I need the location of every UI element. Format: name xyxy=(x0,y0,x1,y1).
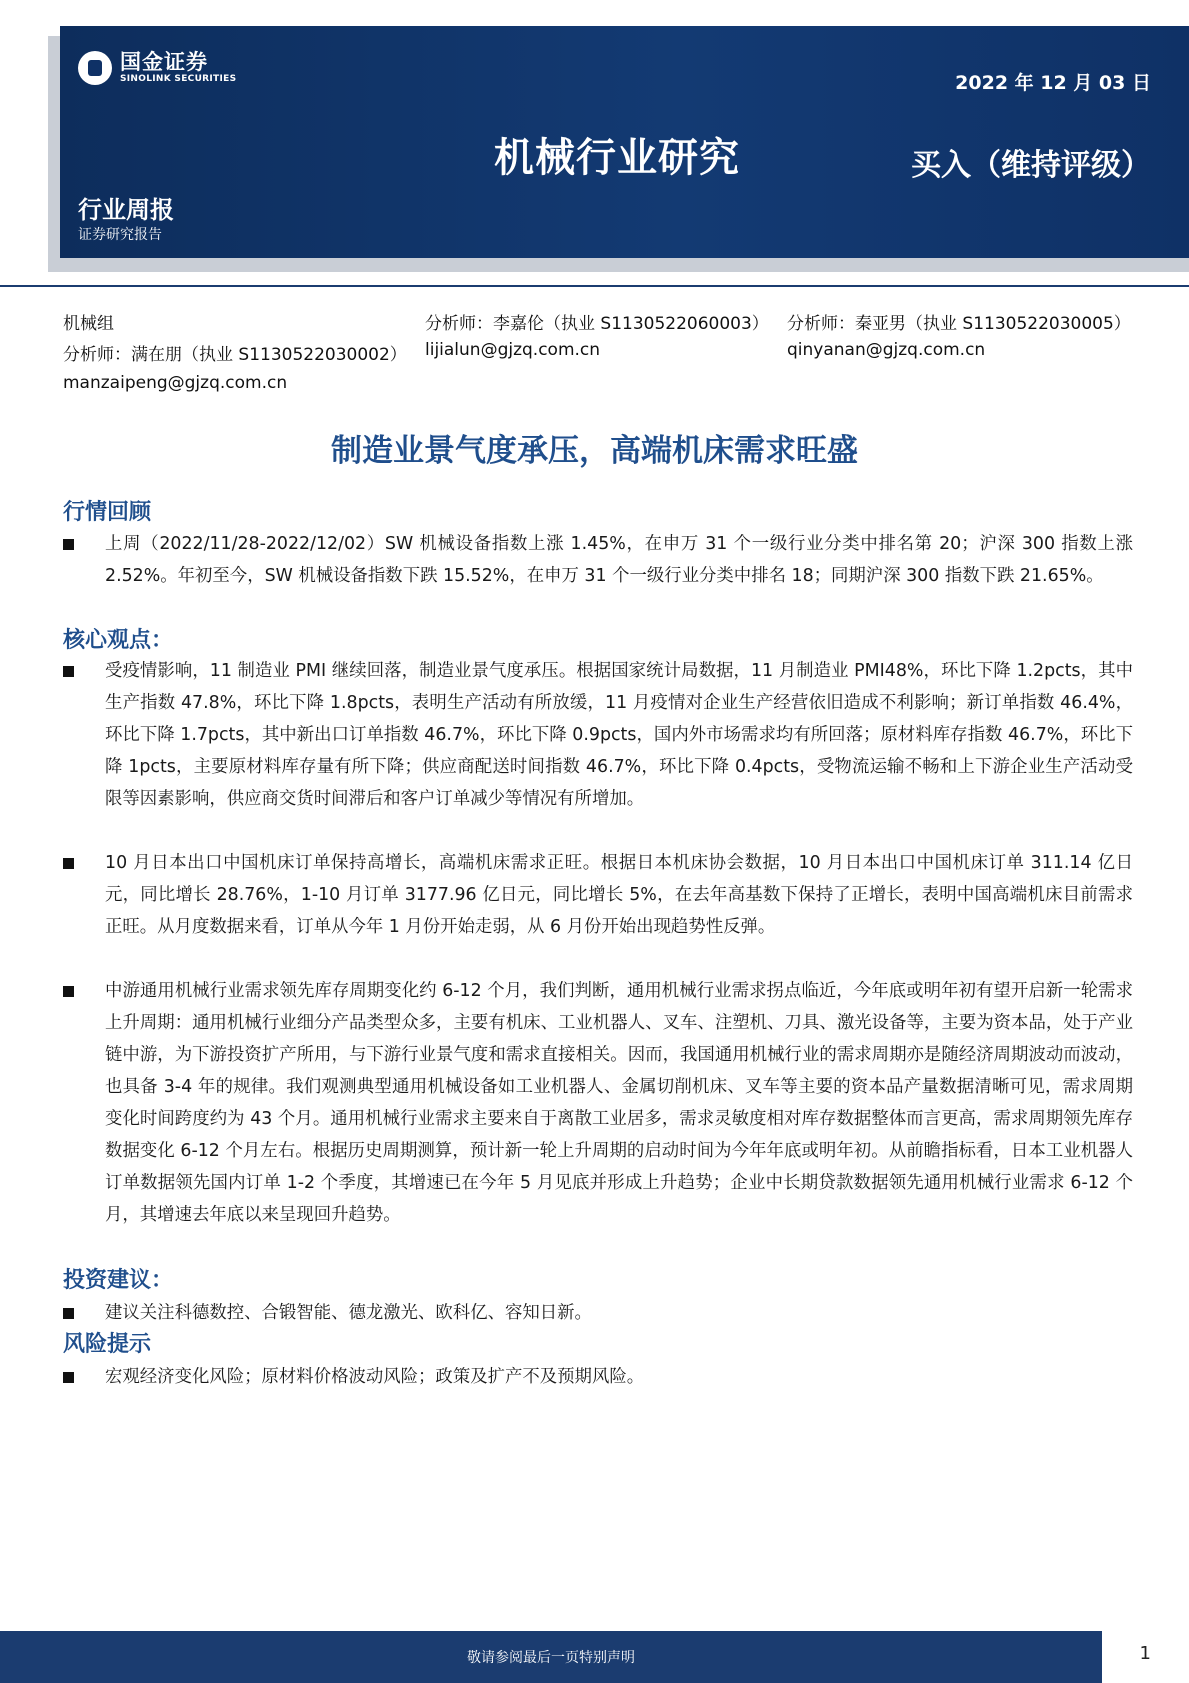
report-header xyxy=(60,26,1189,258)
bullet-square-icon xyxy=(63,666,74,677)
bullet-square-icon xyxy=(63,986,74,997)
analyst-2-name: 分析师：李嘉伦（执业 S1130522060003） xyxy=(425,314,769,334)
section-heading-core: 核心观点： xyxy=(63,628,174,653)
page-number: 1 xyxy=(1139,1643,1151,1664)
report-subtype: 证券研究报告 xyxy=(78,227,162,243)
list-item xyxy=(63,1361,1133,1393)
invest-paragraph: 建议关注科德数控、合锻智能、德龙激光、欧科亿、容知日新。 xyxy=(105,1303,592,1323)
core-paragraph-3: 中游通用机械行业需求领先库存周期变化约 6-12 个月，我们判断，通用机械行业需求拐点临近，今年底或明年初有望开启新一轮需求上升周期：通用机械行业细分产品类型众多，主要有机床、工业机器人、叉车、注塑机、刀具、激光设备等，主要为资本品，处于产业链中游，为下游投资扩产所用，与下游行业景气度和需求直接相关。因而，我国通用机械行业的需求周期亦是随经济周期波动而波动，也具备 3-4 年的规律。我们观测典型通用机械设备如工业机器人、金属切削机床、叉车等主要的资本品产量数据清晰可见，需求周期变化时间跨度约为 43 个月。通用机械行业需求主要来自于离散工业居多，需求灵敏度相对库存数据整体而言更高，需求周期领先库存数据变化 6-12 个月左右。根据历史周期测算，预计新一轮上升周期的启动时间为今年年底或明年初。从前瞻指标看，日本工业机器人订单数据领先国内订单 1-2 个季度，其增速已在今年 5 月见底并形成上升趋势；企业中长期贷款数据领先通用机械行业需求 6-12 个月，其增速去年底以来呈现回升趋势。 xyxy=(105,981,1133,1225)
page-footer xyxy=(0,1631,1102,1683)
analyst-group: 机械组 xyxy=(63,314,114,334)
footer-disclaimer[interactable]: 敬请参阅最后一页特别声明 xyxy=(467,1650,635,1666)
logo-en-text: SINOLINK SECURITIES xyxy=(120,74,237,84)
analyst-3-name: 分析师：秦亚男（执业 S1130522030005） xyxy=(787,314,1131,334)
analyst-2-email[interactable]: lijialun@gjzq.com.cn xyxy=(425,340,601,360)
bullet-square-icon xyxy=(63,858,74,869)
header-divider xyxy=(0,285,1189,287)
report-main-title: 制造业景气度承压，高端机床需求旺盛 xyxy=(331,433,858,469)
list-item xyxy=(63,655,1133,815)
core-paragraph-2: 10 月日本出口中国机床订单保持高增长，高端机床需求正旺。根据日本机床协会数据，10 月日本出口中国机床订单 311.14 亿日元，同比增长 28.76%，1-10 月订单 3177.96 亿日元，同比增长 5%，在去年高基数下保持了正增长，表明中国高端机床目前需求正旺。从月度数据来看，订单从今年 1 月份开始走弱，从 6 月份开始出现趋势性反弹。 xyxy=(105,853,1133,937)
analyst-1-email[interactable]: manzaipeng@gjzq.com.cn xyxy=(63,373,288,393)
logo-cn-text: 国金证券 xyxy=(120,50,208,74)
core-paragraph-1: 受疫情影响，11 制造业 PMI 继续回落，制造业景气度承压。根据国家统计局数据，11 月制造业 PMI48%，环比下降 1.2pcts，其中生产指数 47.8%，环比下降 1.8pcts，表明生产活动有所放缓，11 月疫情对企业生产经营依旧造成不利影响；新订单指数 46.4%，环比下降 1.7pcts，其中新出口订单指数 46.7%，环比下降 0.9pcts，国内外市场需求均有所回落；原材料库存指数 46.7%，环比下降 1pcts，主要原材料库存量有所下降；供应商配送时间指数 46.7%，环比下降 0.4pcts，受物流运输不畅和上下游企业生产活动受限等因素影响，供应商交货时间滞后和客户订单减少等情况有所增加。 xyxy=(105,661,1133,809)
review-paragraph: 上周（2022/11/28-2022/12/02）SW 机械设备指数上涨 1.45%，在申万 31 个一级行业分类中排名第 20；沪深 300 指数上涨 2.52%。年初至今，SW 机械设备指数下跌 15.52%，在申万 31 个一级行业分类中排名 18；同期沪深 300 指数下跌 21.65%。 xyxy=(105,534,1133,586)
list-item xyxy=(63,847,1133,943)
report-date: 2022 年 12 月 03 日 xyxy=(955,72,1151,94)
industry-title: 机械行业研究 xyxy=(494,135,740,181)
bullet-square-icon xyxy=(63,1308,74,1319)
section-heading-risk: 风险提示 xyxy=(63,1332,152,1357)
list-item xyxy=(63,975,1133,1231)
list-item xyxy=(63,528,1133,592)
risk-paragraph: 宏观经济变化风险；原材料价格波动风险；政策及扩产不及预期风险。 xyxy=(105,1367,645,1387)
logo-icon xyxy=(78,51,112,85)
analyst-1-name: 分析师：满在朋（执业 S1130522030002） xyxy=(63,345,407,365)
list-item xyxy=(63,1297,1133,1329)
section-heading-invest: 投资建议： xyxy=(63,1268,174,1293)
bullet-square-icon xyxy=(63,539,74,550)
report-type: 行业周报 xyxy=(78,196,174,224)
bullet-square-icon xyxy=(63,1372,74,1383)
section-heading-review: 行情回顾 xyxy=(63,500,152,525)
company-logo xyxy=(78,50,236,85)
rating-badge: 买入（维持评级） xyxy=(911,148,1151,183)
analyst-3-email[interactable]: qinyanan@gjzq.com.cn xyxy=(787,340,986,360)
